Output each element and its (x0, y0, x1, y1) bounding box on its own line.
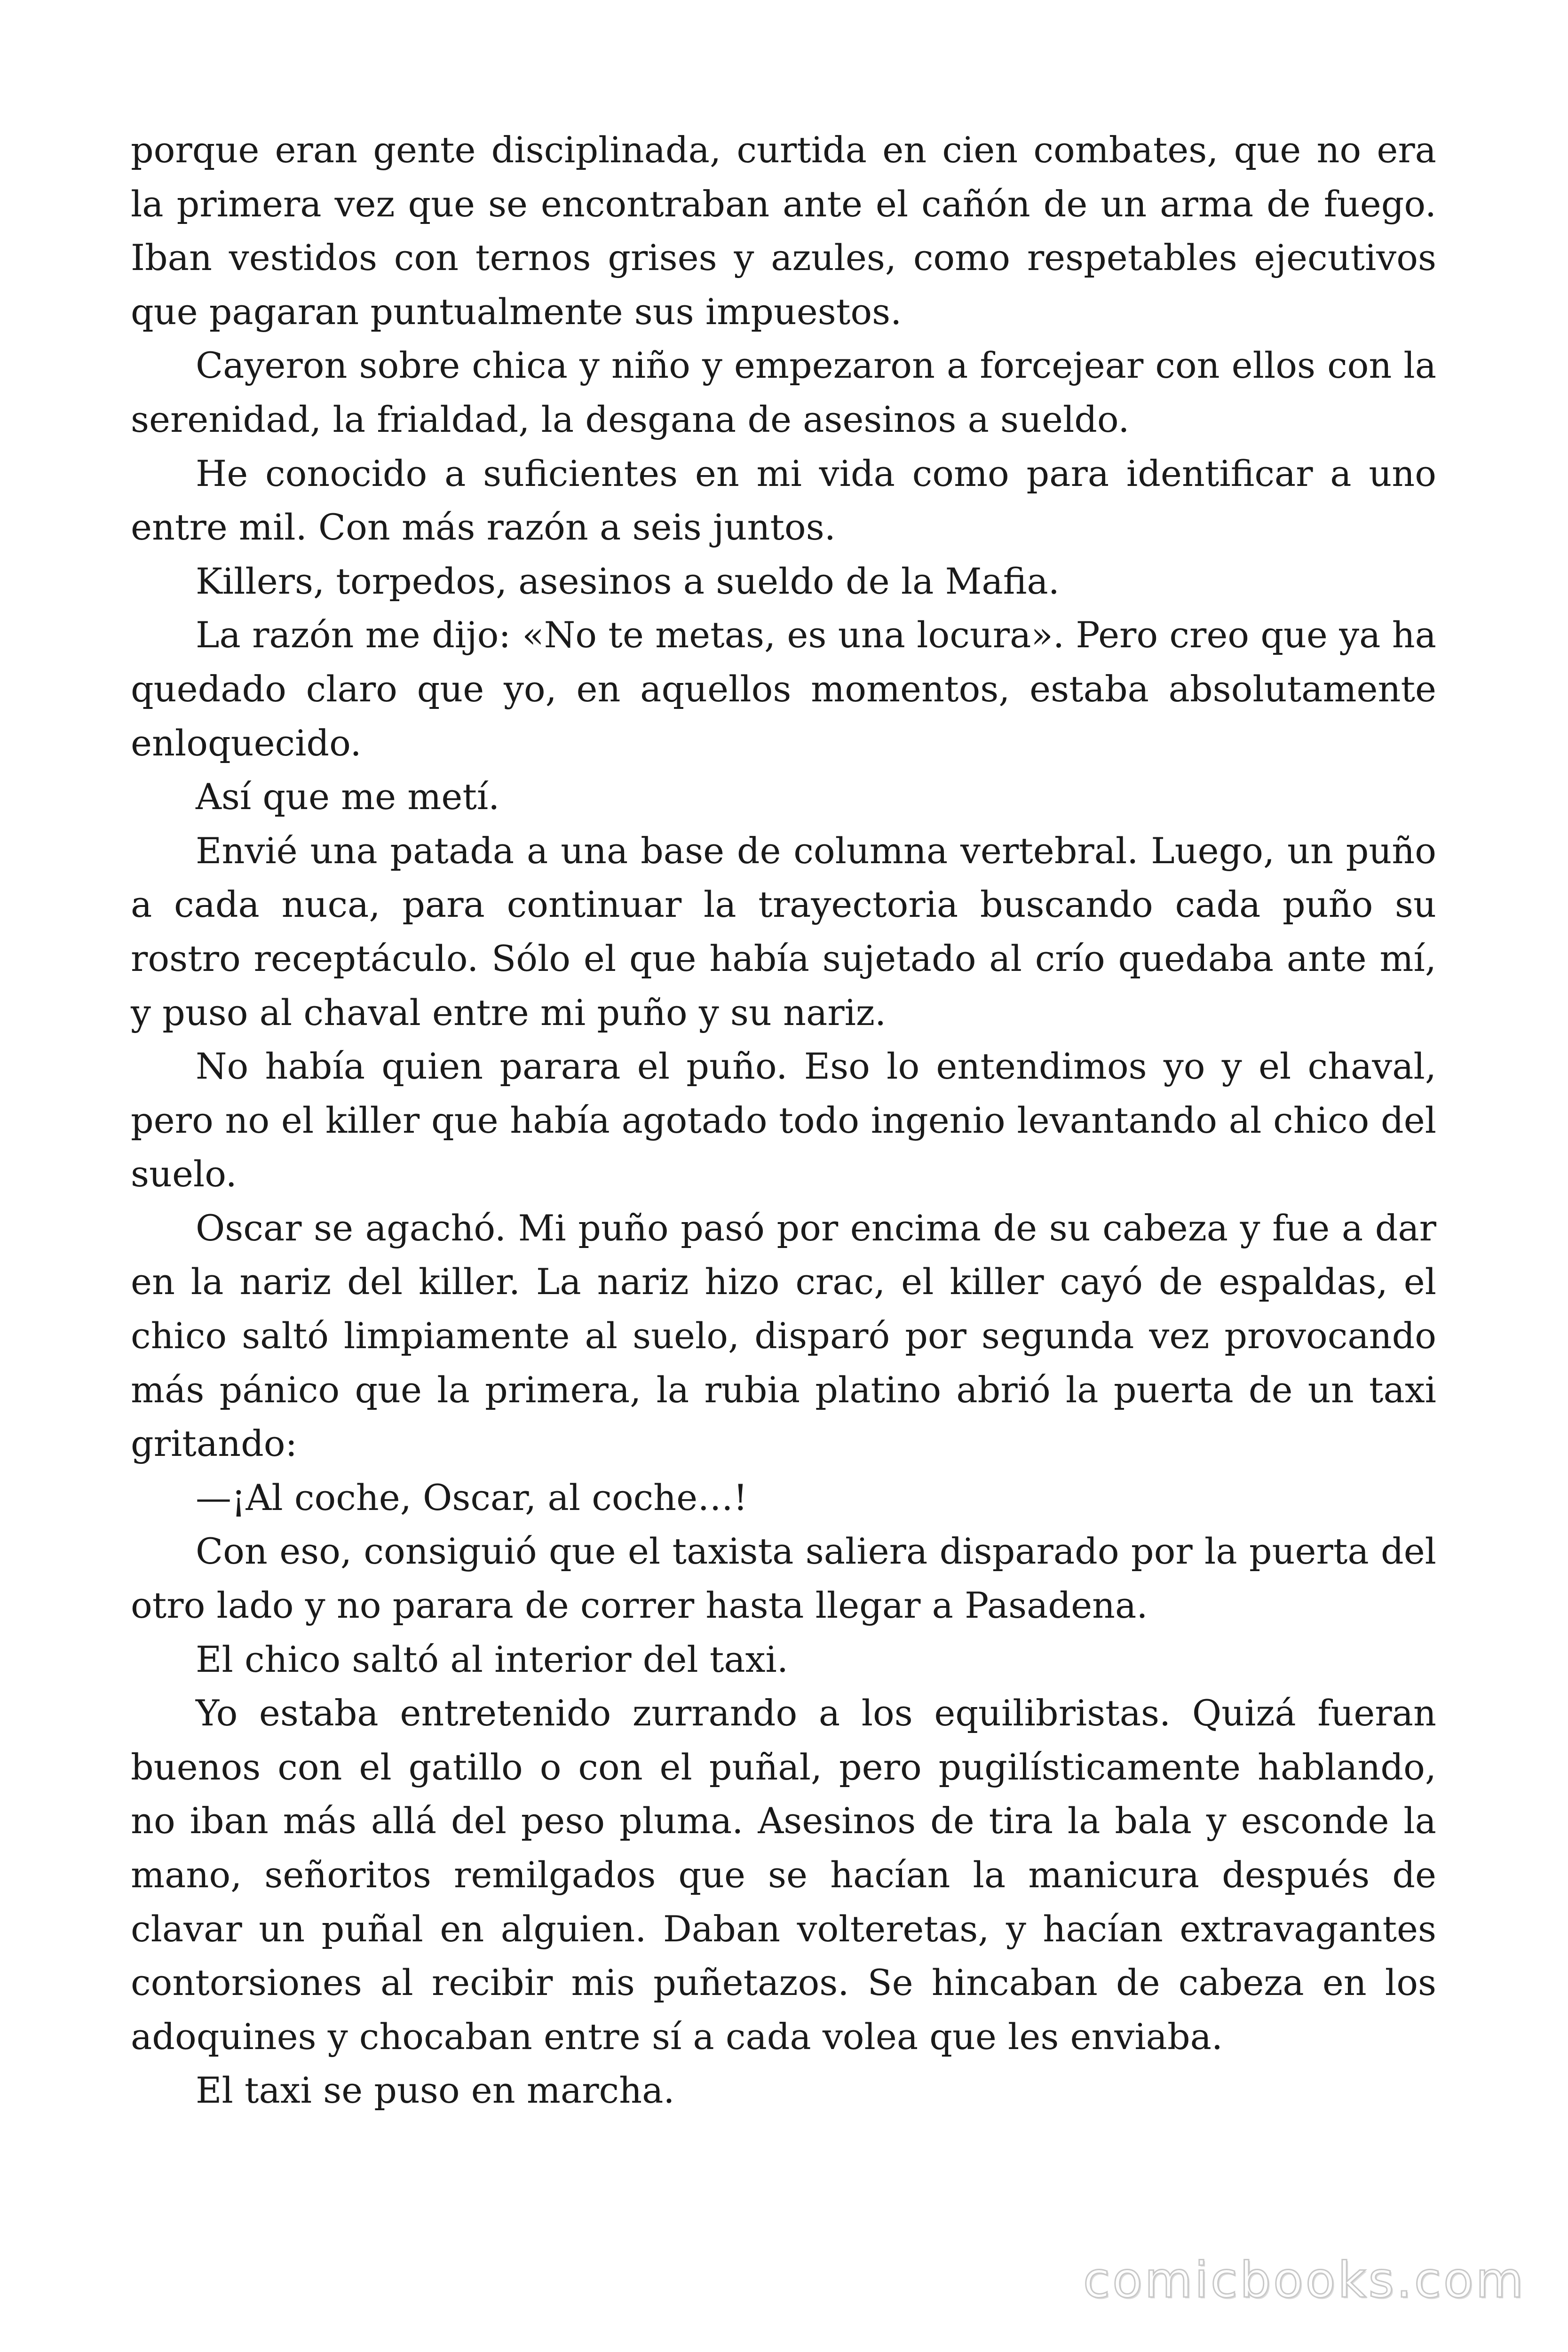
paragraph: Oscar se agachó. Mi puño pasó por encima de su cabeza y fue a dar en la nariz del killer. La nariz hizo crac, el killer cayó de espaldas, el chico saltó limpiamente al suelo, disparó por segunda vez provocando más pánico que la primera, la rubia platino abrió la puerta de un taxi gritando: (131, 1207, 1436, 1465)
paragraph: Killers, torpedos, asesinos a sueldo de la Mafia. (196, 560, 1060, 602)
paragraph: Con eso, consiguió que el taxista saliera disparado por la puerta del otro lado y no parara de correr hasta llegar a Pasadena. (131, 1530, 1436, 1627)
paragraph: La razón me dijo: «No te metas, es una locura». Pero creo que ya ha quedado claro que yo, en aquellos momentos, estaba absolutamente enloquecido. (131, 614, 1436, 764)
paragraph: El taxi se puso en marcha. (196, 2069, 675, 2112)
paragraph: No había quien parara el puño. Eso lo entendimos yo y el chaval, pero no el killer que había agotado todo ingenio levantando al chico del suelo. (131, 1045, 1436, 1195)
paragraph: He conocido a suficientes en mi vida como para identificar a uno entre mil. Con más razón a seis juntos. (131, 452, 1436, 548)
paragraph: Yo estaba entretenido zurrando a los equilibristas. Quizá fueran buenos con el gatillo o con el puñal, pero pugilísticamente hablando, no iban más allá del peso pluma. Asesinos de tira la bala y esconde la mano, señoritos remilgados que se hacían la manicura después de clavar un puñal en alguien. Daban volteretas, y hacían extravagantes contorsiones al recibir mis puñetazos. Se hincaban de cabeza en los adoquines y chocaban entre sí a cada volea que les enviaba. (131, 1692, 1436, 2058)
paragraph: Cayeron sobre chica y niño y empezaron a forcejear con ellos con la serenidad, la frialdad, la desgana de asesinos a sueldo. (131, 344, 1436, 440)
paragraph: Envié una patada a una base de columna vertebral. Luego, un puño a cada nuca, para continuar la trayectoria buscando cada puño su rostro receptáculo. Sólo el que había sujetado al crío quedaba ante mí, y puso al chaval entre mi puño y su nariz. (131, 829, 1436, 1033)
paragraph-continued: porque eran gente disciplinada, curtida en cien combates, que no era la primera vez que se encontraban ante el cañón de un arma de fuego. Iban vestidos con ternos grises y azules, como respetables ejecutivos que pagaran puntualmente sus impuestos. (131, 129, 1436, 333)
watermark: comicbooks.com (1083, 2251, 1526, 2309)
paragraph: El chico saltó al interior del taxi. (196, 1638, 789, 1680)
body-text (131, 123, 1436, 2118)
dialogue-line: —¡Al coche, Oscar, al coche…! (196, 1476, 748, 1518)
paragraph: Así que me metí. (196, 776, 500, 818)
